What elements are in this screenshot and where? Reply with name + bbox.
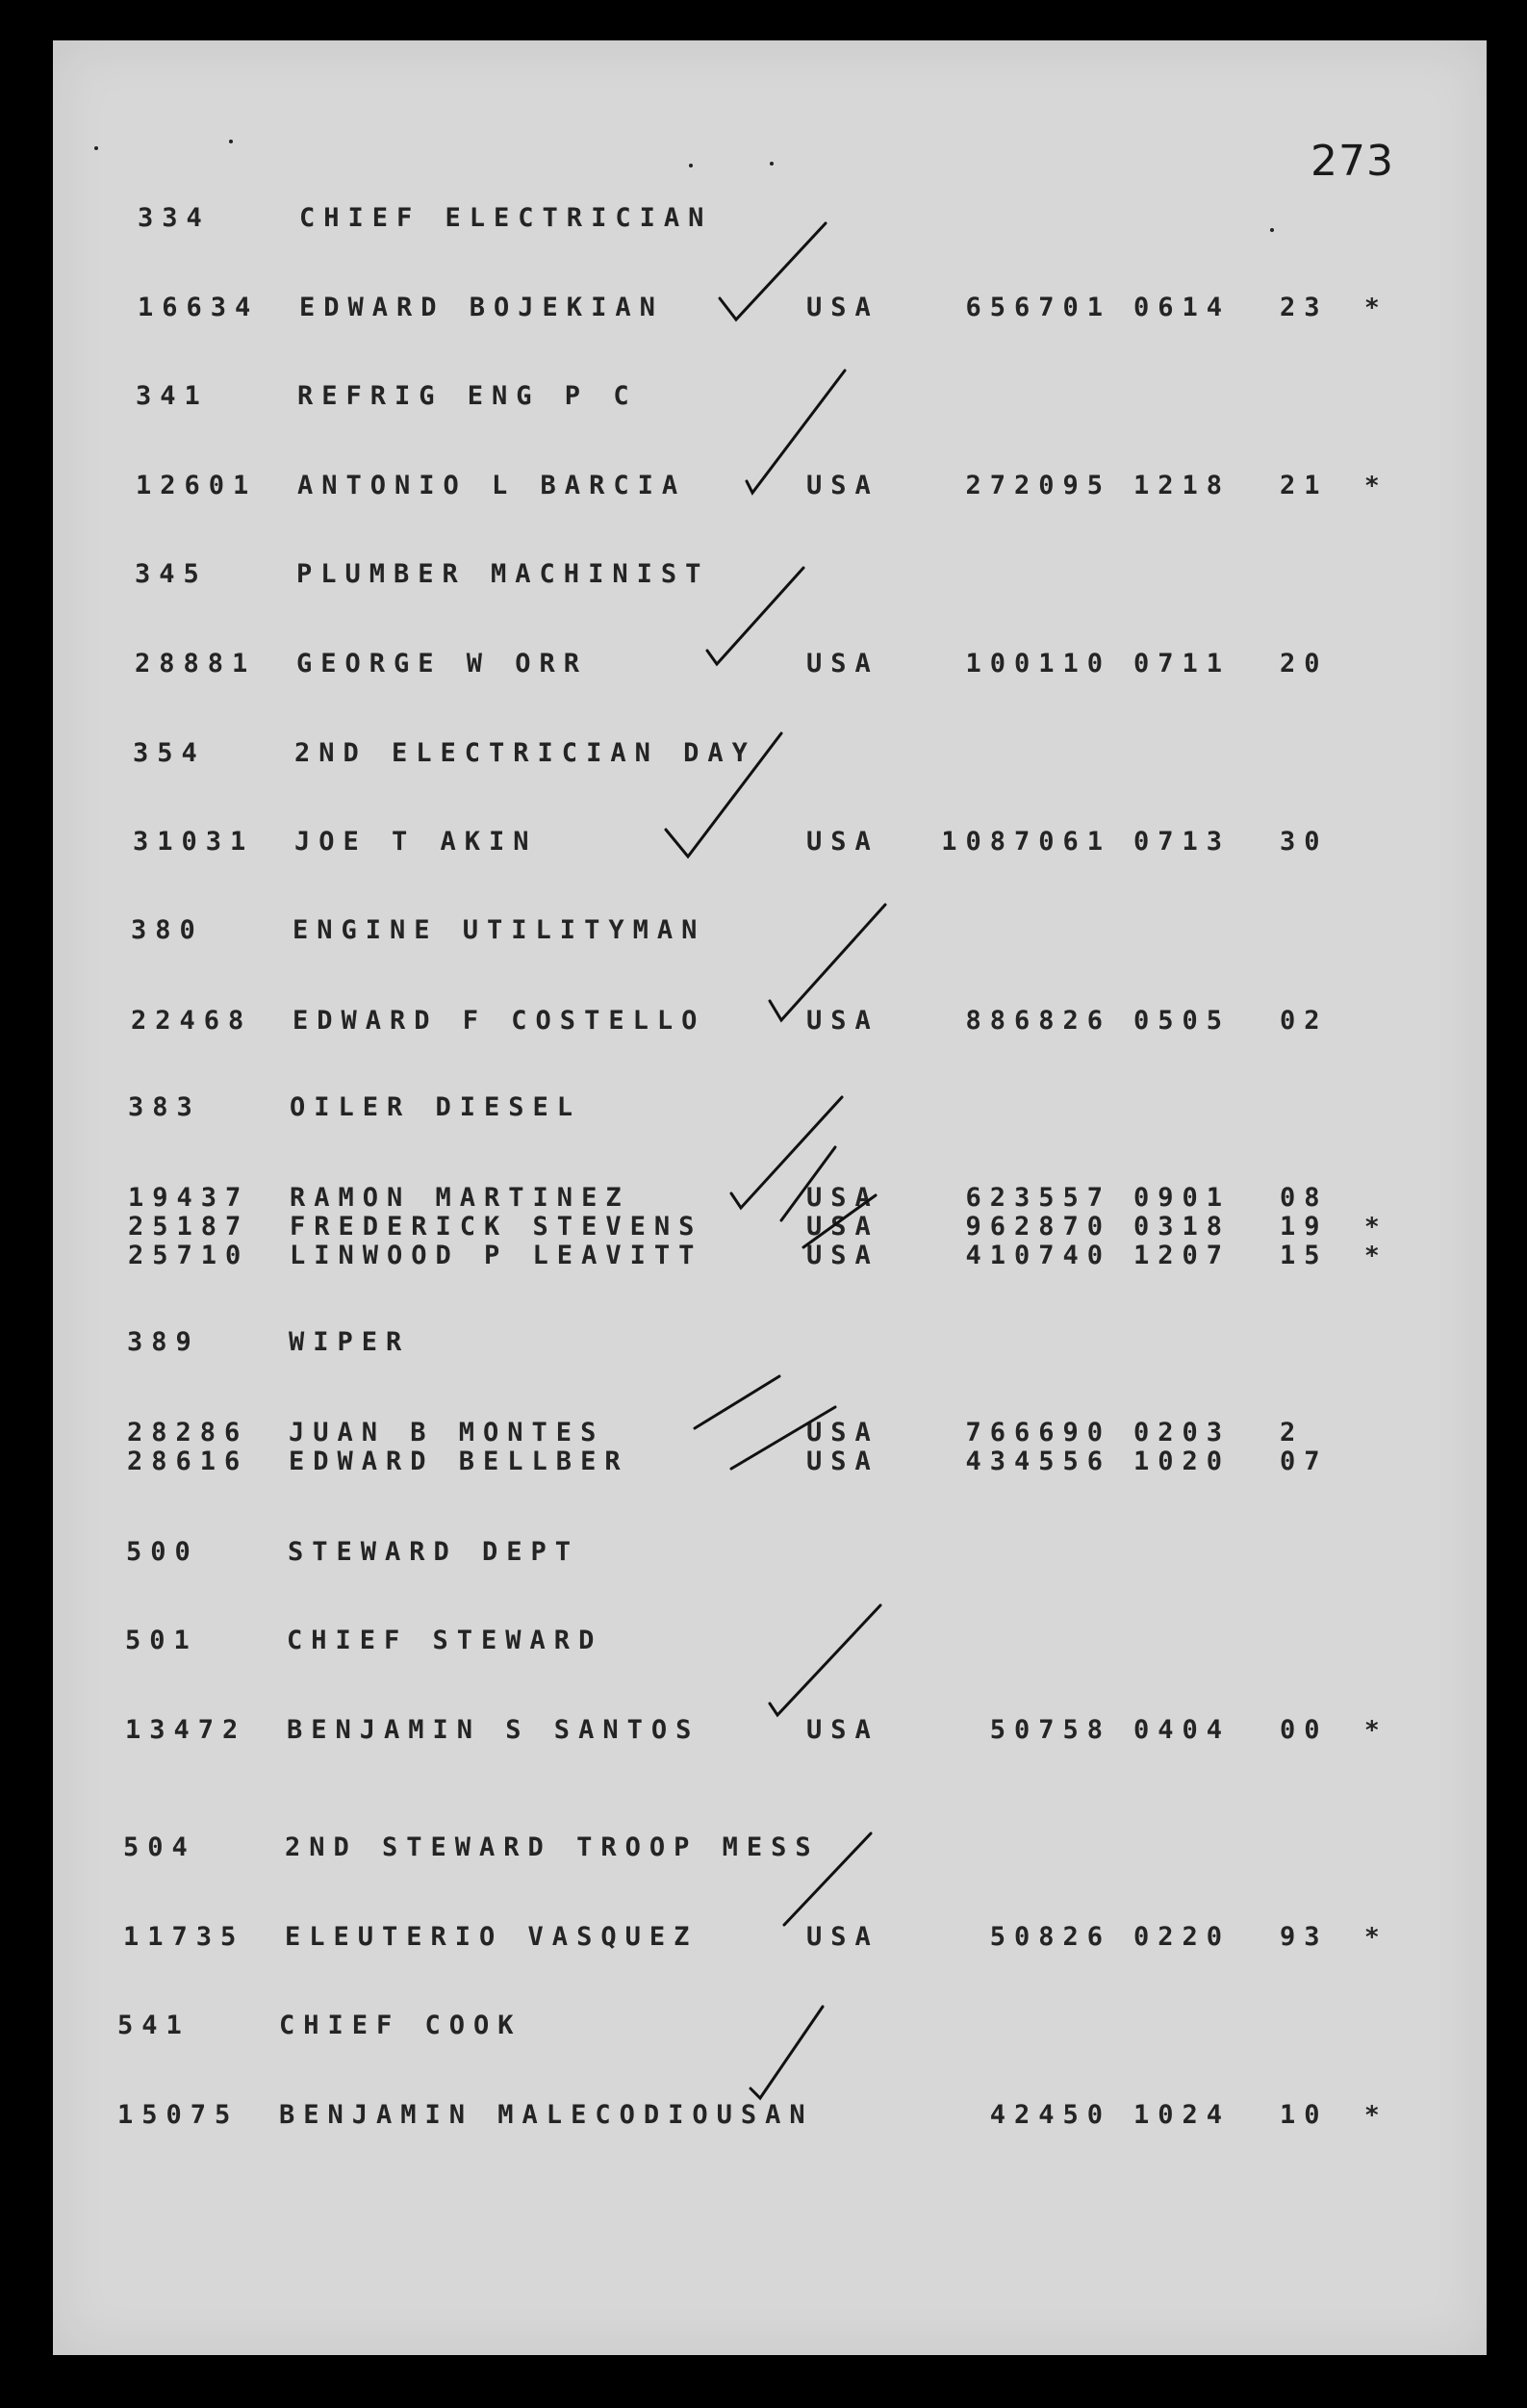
dust-speck [229, 140, 233, 143]
dust-speck [770, 162, 774, 166]
job-code: 345 [135, 559, 208, 589]
job-title: CHIEF COOK [279, 2011, 522, 2040]
job-code: 541 [117, 2011, 191, 2040]
document-number: 42450 [989, 2100, 1111, 2130]
crew-id: 25187 [128, 1212, 250, 1242]
nationality: USA [806, 1922, 879, 1952]
nationality: USA [806, 1183, 879, 1213]
document-number: 100110 [965, 649, 1111, 679]
asterisk-mark: * [1364, 1716, 1388, 1745]
age-value: 23 [1280, 293, 1329, 322]
asterisk-mark: * [1364, 1242, 1388, 1270]
document-number: 272095 [965, 471, 1111, 500]
date-code: 0404 [1133, 1715, 1232, 1745]
asterisk-mark: * [1364, 1923, 1388, 1952]
date-code: 1218 [1133, 471, 1232, 500]
document-number: 766690 [965, 1418, 1111, 1447]
crew-id: 16634 [138, 293, 260, 322]
job-code: 341 [136, 381, 209, 411]
crew-name: EDWARD F COSTELLO [293, 1006, 706, 1036]
age-value: 02 [1280, 1006, 1329, 1036]
crew-name: ANTONIO L BARCIA [297, 471, 687, 500]
job-code: 389 [127, 1327, 200, 1357]
crew-id: 28616 [127, 1447, 249, 1476]
date-code: 1024 [1133, 2100, 1232, 2130]
nationality: USA [806, 1006, 879, 1036]
date-code: 0203 [1133, 1418, 1232, 1447]
document-number: 50758 [989, 1715, 1111, 1745]
crew-id: 28881 [135, 649, 257, 679]
crew-id: 15075 [117, 2100, 240, 2130]
job-code: 380 [131, 915, 204, 945]
crew-name: GEORGE W ORR [296, 649, 589, 679]
age-value: 08 [1280, 1183, 1329, 1213]
crew-name: JOE T AKIN [294, 827, 538, 857]
age-value: 15 [1280, 1241, 1329, 1270]
date-code: 1020 [1133, 1447, 1232, 1476]
age-value: 19 [1280, 1212, 1329, 1242]
nationality: USA [806, 1418, 879, 1447]
nationality: USA [806, 1212, 879, 1242]
page-number: 273 [1311, 137, 1394, 186]
crew-id: 13472 [125, 1715, 247, 1745]
date-code: 0318 [1133, 1212, 1232, 1242]
nationality: USA [806, 827, 879, 857]
job-title: WIPER [289, 1327, 411, 1357]
age-value: 07 [1280, 1447, 1329, 1476]
crew-name: LINWOOD P LEAVITT [290, 1241, 703, 1270]
crew-name: RAMON MARTINEZ [290, 1183, 630, 1213]
crew-id: 28286 [127, 1418, 249, 1447]
document-number: 410740 [965, 1241, 1111, 1270]
date-code: 0505 [1133, 1006, 1232, 1036]
date-code: 0220 [1133, 1922, 1232, 1952]
age-value: 21 [1280, 471, 1329, 500]
nationality: USA [806, 1241, 879, 1270]
age-value: 93 [1280, 1922, 1329, 1952]
crew-name: BENJAMIN S SANTOS [287, 1715, 700, 1745]
crew-name: EDWARD BELLBER [289, 1447, 629, 1476]
job-title: STEWARD DEPT [288, 1537, 580, 1567]
job-title: ENGINE UTILITYMAN [293, 915, 706, 945]
document-number: 656701 [965, 293, 1111, 322]
dust-speck [689, 164, 693, 167]
age-value: 30 [1280, 827, 1329, 857]
crew-id: 31031 [133, 827, 255, 857]
crew-id: 12601 [136, 471, 258, 500]
crew-name: ELEUTERIO VASQUEZ [285, 1922, 699, 1952]
crew-id: 22468 [131, 1006, 253, 1036]
document-number: 886826 [965, 1006, 1111, 1036]
job-title: 2ND STEWARD TROOP MESS [285, 1832, 820, 1862]
nationality: USA [806, 293, 879, 322]
job-code: 334 [138, 203, 211, 233]
crew-name: BENJAMIN MALECODIOUSAN [279, 2100, 814, 2130]
date-code: 0901 [1133, 1183, 1232, 1213]
nationality: USA [806, 1715, 879, 1745]
document-number: 623557 [965, 1183, 1111, 1213]
nationality: USA [806, 471, 879, 500]
crew-id: 11735 [123, 1922, 245, 1952]
date-code: 0711 [1133, 649, 1232, 679]
crew-name: FREDERICK STEVENS [290, 1212, 703, 1242]
nationality: USA [806, 649, 879, 679]
job-title: CHIEF STEWARD [287, 1626, 603, 1655]
crew-id: 25710 [128, 1241, 250, 1270]
date-code: 0713 [1133, 827, 1232, 857]
crew-id: 19437 [128, 1183, 250, 1213]
job-title: CHIEF ELECTRICIAN [299, 203, 713, 233]
age-value: 2 [1280, 1418, 1305, 1447]
nationality: USA [806, 1447, 879, 1476]
crew-name: EDWARD BOJEKIAN [299, 293, 664, 322]
job-title: OILER DIESEL [290, 1092, 582, 1122]
document-number: 1087061 [941, 827, 1111, 857]
document-number: 50826 [989, 1922, 1111, 1952]
job-code: 500 [126, 1537, 199, 1567]
asterisk-mark: * [1364, 2101, 1388, 2130]
date-code: 0614 [1133, 293, 1232, 322]
age-value: 20 [1280, 649, 1329, 679]
job-code: 504 [123, 1832, 196, 1862]
document-number: 434556 [965, 1447, 1111, 1476]
age-value: 00 [1280, 1715, 1329, 1745]
job-title: REFRIG ENG P C [297, 381, 638, 411]
asterisk-mark: * [1364, 472, 1388, 500]
dust-speck [94, 146, 98, 150]
dust-speck [1270, 228, 1274, 232]
age-value: 10 [1280, 2100, 1329, 2130]
asterisk-mark: * [1364, 294, 1388, 322]
job-code: 383 [128, 1092, 201, 1122]
asterisk-mark: * [1364, 1213, 1388, 1242]
document-number: 962870 [965, 1212, 1111, 1242]
crew-name: JUAN B MONTES [289, 1418, 605, 1447]
date-code: 1207 [1133, 1241, 1232, 1270]
job-code: 501 [125, 1626, 198, 1655]
job-title: 2ND ELECTRICIAN DAY [294, 738, 756, 768]
job-title: PLUMBER MACHINIST [296, 559, 710, 589]
job-code: 354 [133, 738, 206, 768]
